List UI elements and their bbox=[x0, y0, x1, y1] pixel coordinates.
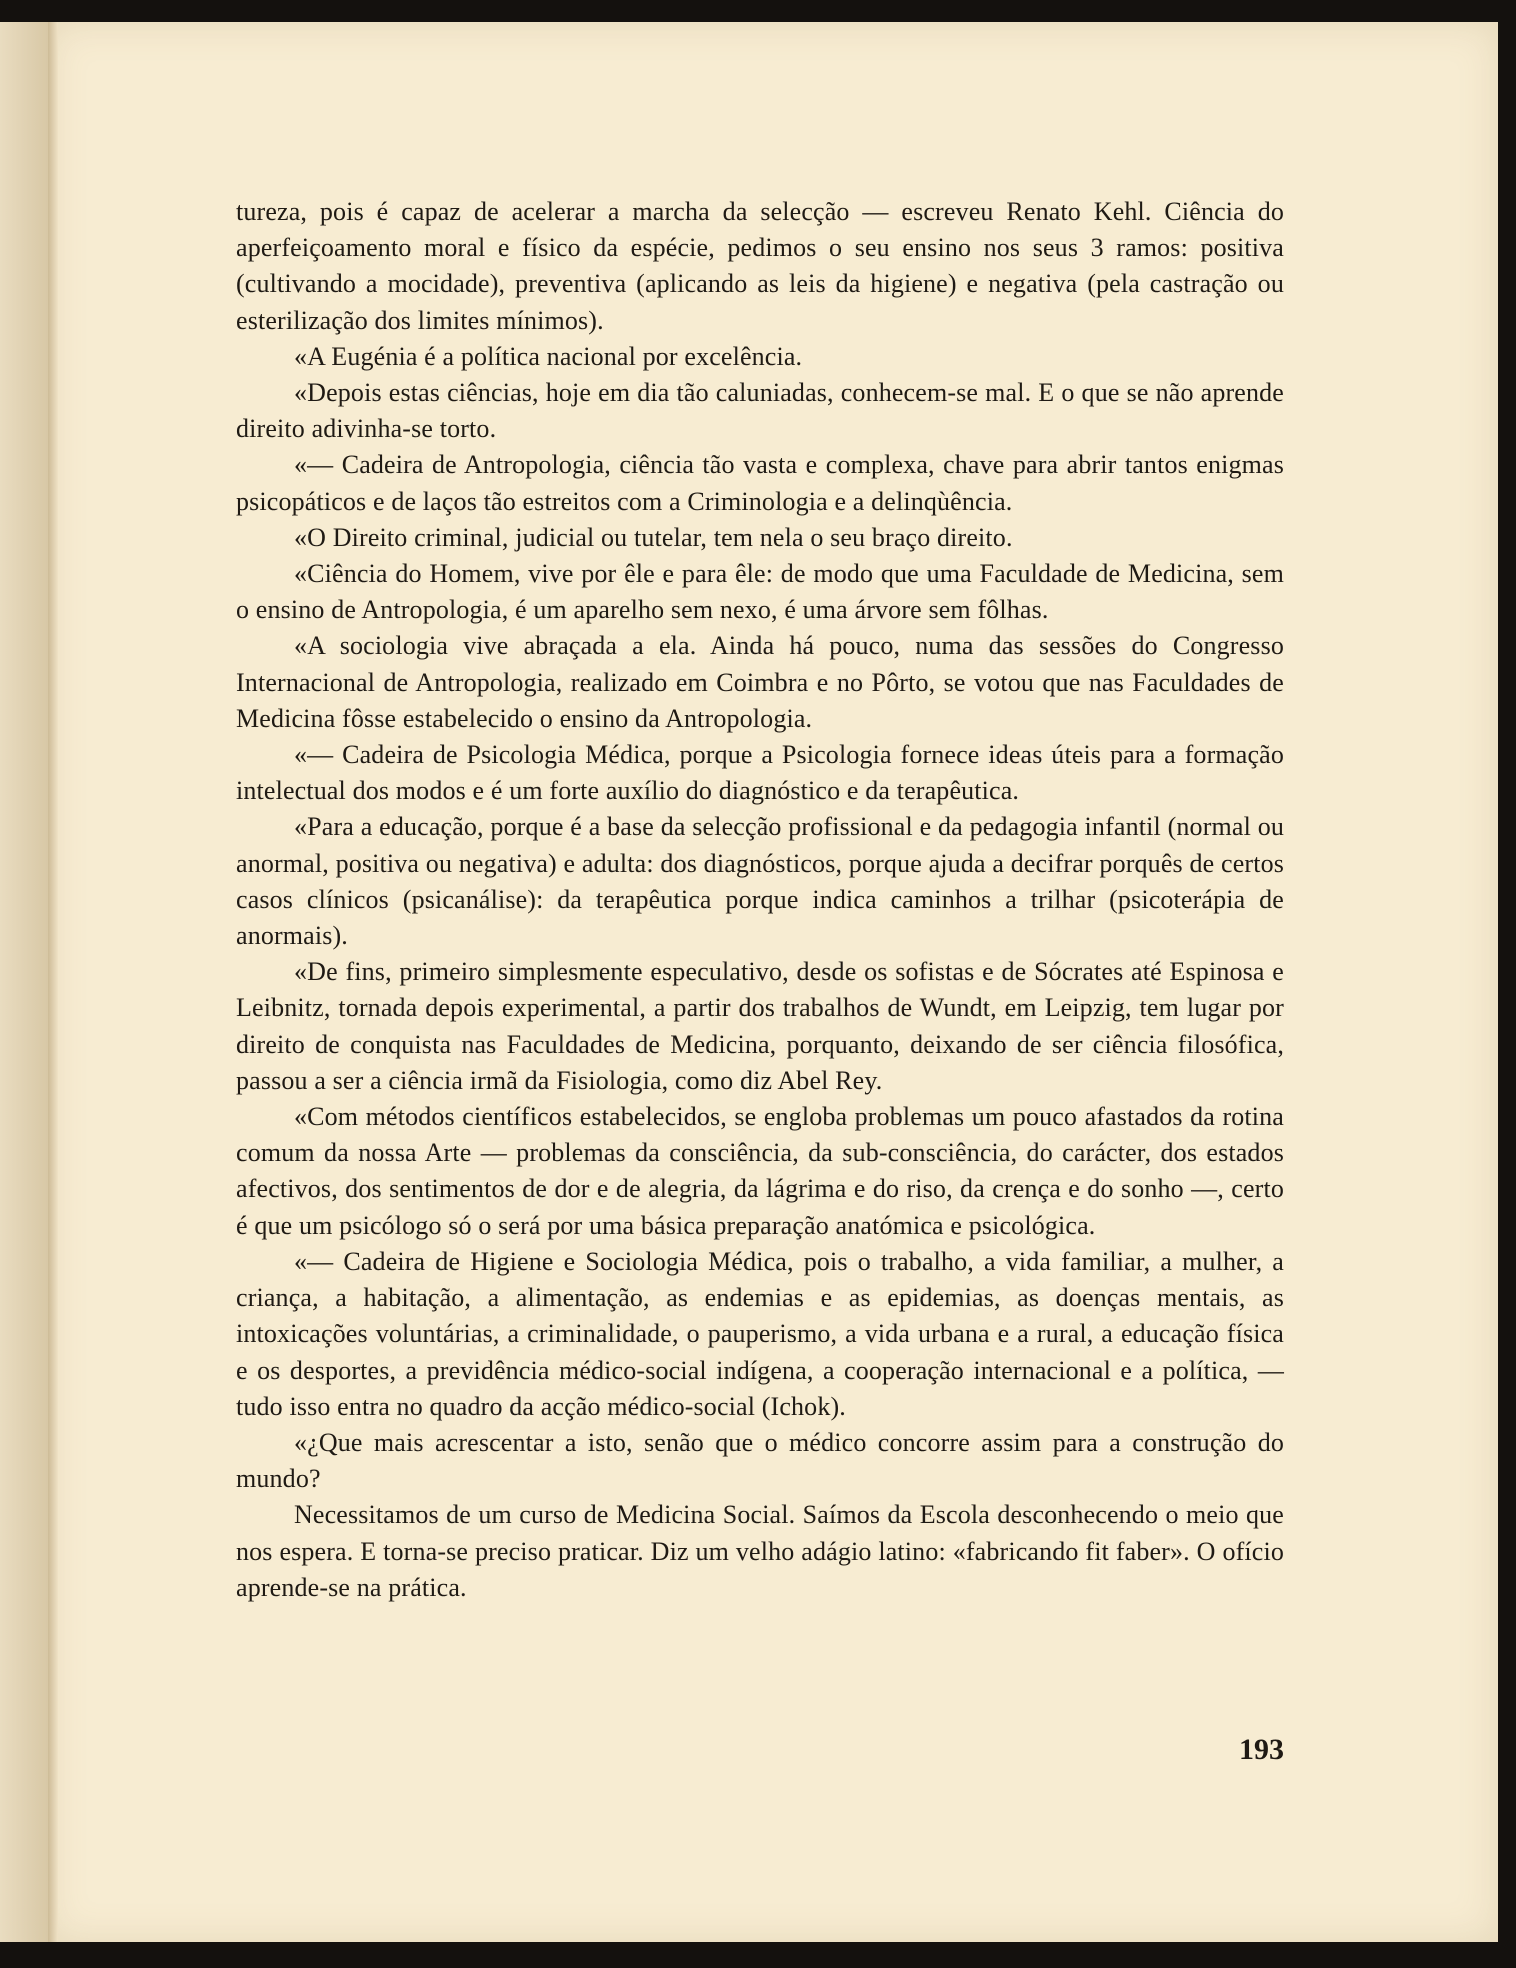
body-text bbox=[236, 194, 1284, 1606]
paragraph: «Ciência do Homem, vive por êle e para êle: de modo que uma Faculdade de Medicina, sem o ensino de Antropologia, é um aparelho sem nexo, é uma árvore sem fôlhas. bbox=[236, 559, 1284, 625]
page-number: 193 bbox=[1239, 1733, 1284, 1766]
paragraph: «O Direito criminal, judicial ou tutelar, tem nela o seu braço direito. bbox=[294, 522, 1013, 552]
paragraph: Necessitamos de um curso de Medicina Social. Saímos da Escola desconhecendo o meio que nos espera. E torna-se preciso praticar. Diz um velho adágio latino: «fabricando fit faber». O ofício aprende-se na prática. bbox=[236, 1500, 1284, 1602]
page-gutter bbox=[48, 22, 58, 1942]
paragraph: «Com métodos científicos estabelecidos, se engloba problemas um pouco afastados da rotina comum da nossa Arte — problemas da consciência, da sub-consciência, do carácter, dos estados afectivos, dos sentimentos de dor e de alegria, da lágrima e do riso, da crença e do sonho —, certo é que um psicólogo só o será por uma básica preparação anatómica e psicológica. bbox=[236, 1102, 1284, 1240]
paragraph: «— Cadeira de Higiene e Sociologia Médica, pois o trabalho, a vida familiar, a mulher, a criança, a habitação, a alimentação, as endemias e as epidemias, as doenças mentais, as intoxicações voluntárias, a criminalidade, o pauperismo, a vida urbana e a rural, a educação física e os desportes, a previdência médico-social indígena, a cooperação internacional e a política, — tudo isso entra no quadro da acção médico-social (Ichok). bbox=[236, 1246, 1284, 1421]
adjacent-page-edge bbox=[0, 22, 48, 1942]
paragraph: «¿Que mais acrescentar a isto, senão que o médico concorre assim para a construção do mundo? bbox=[236, 1427, 1284, 1494]
paragraph: «Para a educação, porque é a base da selecção profissional e da pedagogia infantil (normal ou anormal, positiva ou negativa) e adulta: dos diagnósticos, porque ajuda a decifrar porquês de certos casos clínicos (psicanálise): da terapêutica porque indica caminhos a trilhar (psicoterápia de anormais). bbox=[236, 812, 1284, 951]
paragraph: «Depois estas ciências, hoje em dia tão caluniadas, conhecem-se mal. E o que se não aprende direito adivinha-se torto. bbox=[236, 378, 1284, 444]
paragraph: tureza, pois é capaz de acelerar a marcha da selecção — escreveu Renato Kehl. Ciência do aperfeiçoamento moral e físico da espécie, pedimos o seu ensino nos seus 3 ramos: positiva (cultivando a mocidade), preventiva (aplicando as leis da higiene) e negativa (pela castração ou esterilização dos limites mínimos). bbox=[236, 197, 1284, 335]
paragraph: «A Eugénia é a política nacional por excelência. bbox=[294, 341, 803, 371]
paragraph: «A sociologia vive abraçada a ela. Ainda há pouco, numa das sessões do Congresso Internacional de Antropologia, realizado em Coimbra e no Pôrto, se votou que nas Faculdades de Medicina fôsse estabelecido o ensino da Antropologia. bbox=[236, 631, 1284, 733]
paragraph: «— Cadeira de Antropologia, ciência tão vasta e complexa, chave para abrir tantos enigmas psicopáticos e de laços tão estreitos com a Criminologia e a delinqùência. bbox=[236, 450, 1284, 516]
paragraph: «— Cadeira de Psicologia Médica, porque a Psicologia fornece ideas úteis para a formação intelectual dos modos e é um forte auxílio do diagnóstico e da terapêutica. bbox=[236, 740, 1284, 806]
paragraph: «De fins, primeiro simplesmente especulativo, desde os sofistas e de Sócrates até Espinosa e Leibnitz, tornada depois experimental, a partir dos trabalhos de Wundt, em Leipzig, tem lugar por direito de conquista nas Faculdades de Medicina, porquanto, deixando de ser ciência filosófica, passou a ser a ciência irmã da Fisiologia, como diz Abel Rey. bbox=[236, 957, 1284, 1095]
